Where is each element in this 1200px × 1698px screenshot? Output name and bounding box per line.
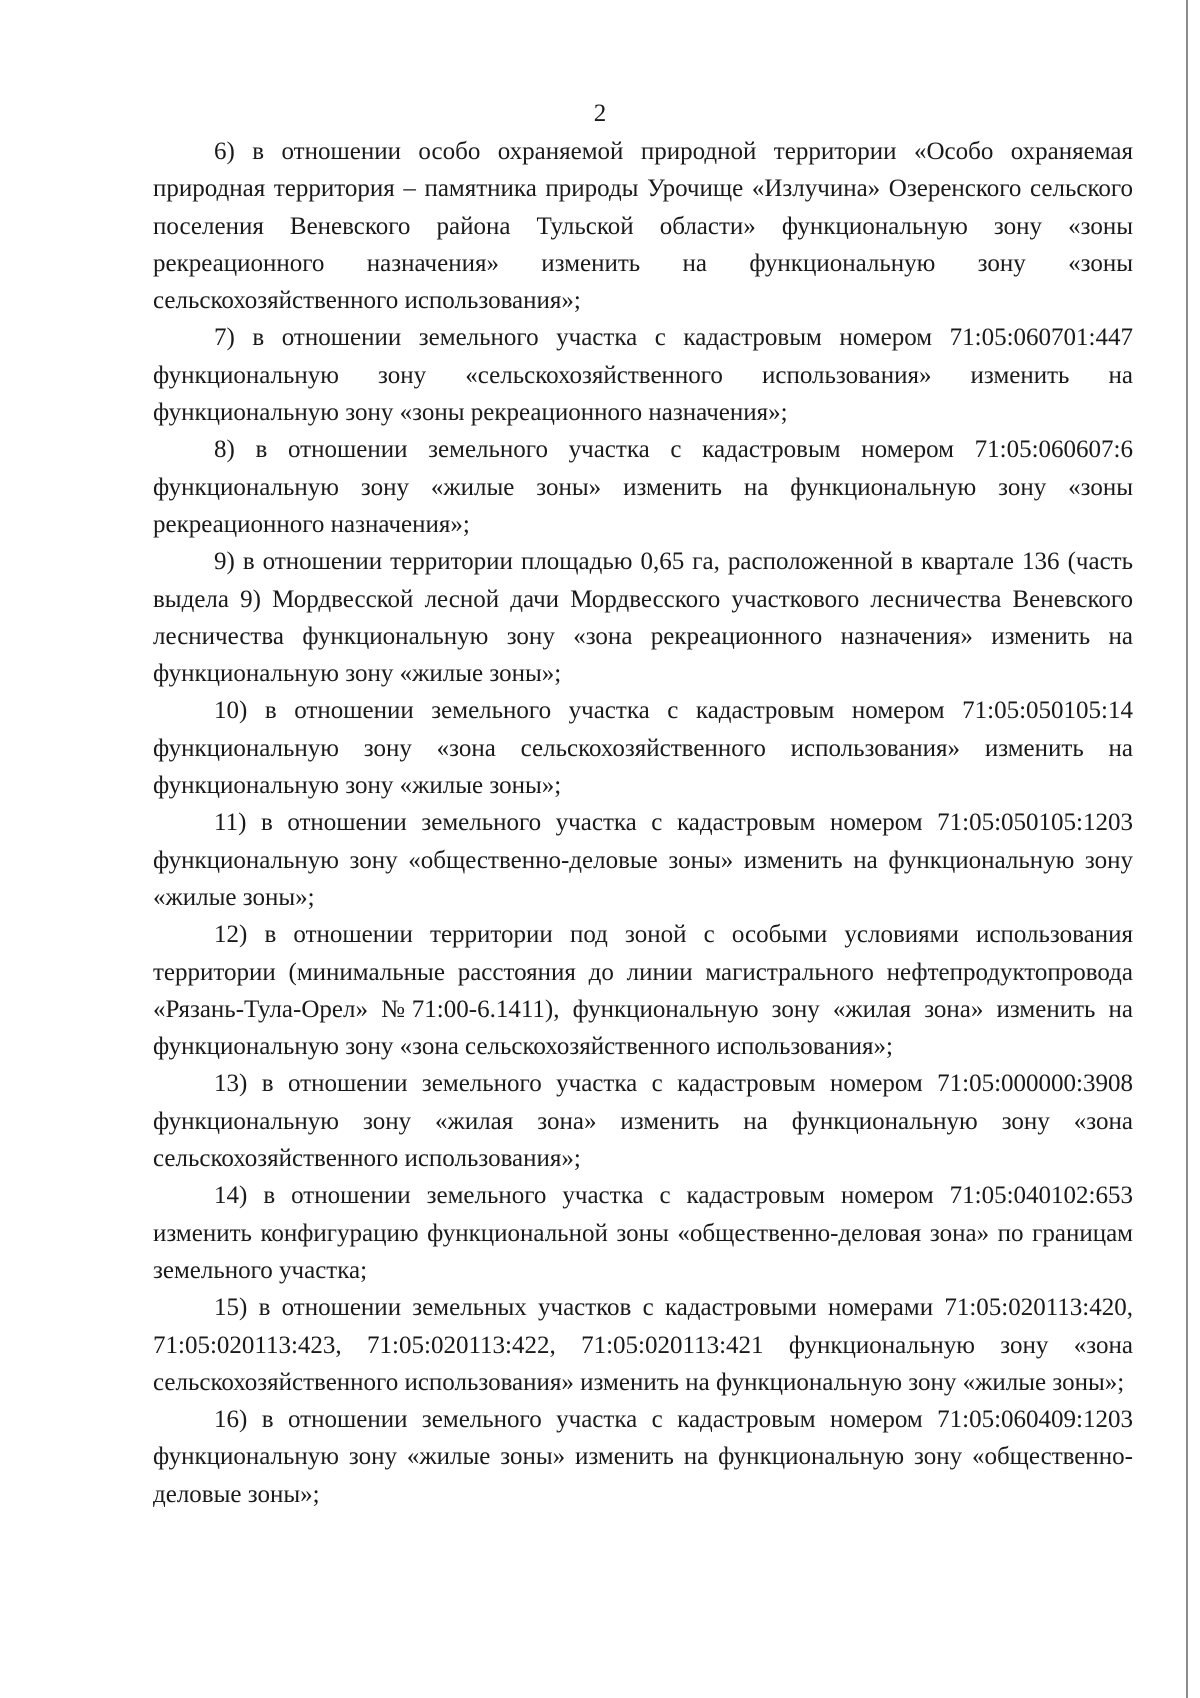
clause-10: 10) в отношении земельного участка с кадастровым номером 71:05:050105:14 функциональную зону «зона сельскохозяйственного использования» изменить на функциональную зону «жилые зоны»; xyxy=(153,697,1133,800)
clause-11: 11) в отношении земельного участка с кадастровым номером 71:05:050105:1203 функциональную зону «общественно-деловые зоны» изменить на функциональную зону «жилые зоны»; xyxy=(153,809,1133,911)
clause-9: 9) в отношении территории площадью 0,65 га, расположенной в квартале 136 (часть выдела 9) Мордвесской лесной дачи Мордвесского участкового лесничества Веневского лесничества функциональную зону «зона рекреационного назначения» изменить на функциональную зону «жилые зоны»; xyxy=(153,548,1133,688)
clause-13: 13) в отношении земельного участка с кадастровым номером 71:05:000000:3908 функциональную зону «жилая зона» изменить на функциональную зону «зона сельскохозяйственного использования»; xyxy=(153,1070,1133,1173)
clause-14: 14) в отношении земельного участка с кадастровым номером 71:05:040102:653 изменить конфигурацию функциональной зоны «общественно-деловая зона» по границам земельного участка; xyxy=(153,1182,1133,1284)
clause-12: 12) в отношении территории под зоной с особыми условиями использования территории (минимальные расстояния до линии магистрального нефтепродуктопровода «Рязань-Тула-Орел» №71:00-6.1411), функциональную зону «жилая зона» изменить на функциональную зону «зона сельскохозяйственного использования»; xyxy=(153,921,1133,1061)
document-body xyxy=(153,133,1133,1513)
clause-15: 15) в отношении земельных участков с кадастровыми номерами 71:05:020113:420, 71:05:020113:423, 71:05:020113:422, 71:05:020113:421 функциональную зону «зона сельскохозяйственного использования» изменить на функциональную зону «жилые зоны»; xyxy=(153,1294,1133,1396)
clause-6: 6) в отношении особо охраняемой природной территории «Особо охраняемая природная территория – памятника природы Урочище «Излучина» Озеренского сельского поселения Веневского района Тульской области» функциональную зону «зоны рекреационного назначения» изменить на функциональную зону «зоны сельскохозяйственного использования»; xyxy=(153,138,1133,315)
page-edge-line xyxy=(1186,0,1188,1698)
clause-8: 8) в отношении земельного участка с кадастровым номером 71:05:060607:6 функциональную зону «жилые зоны» изменить на функциональную зону «зоны рекреационного назначения»; xyxy=(153,436,1133,538)
clause-16: 16) в отношении земельного участка с кадастровым номером 71:05:060409:1203 функциональную зону «жилые зоны» изменить на функциональную зону «общественно-деловые зоны»; xyxy=(153,1406,1133,1508)
page-number: 2 xyxy=(593,100,607,127)
clause-7: 7) в отношении земельного участка с кадастровым номером 71:05:060701:447 функциональную зону «сельскохозяйственного использования» изменить на функциональную зону «зоны рекреационного назначения»; xyxy=(153,324,1133,427)
